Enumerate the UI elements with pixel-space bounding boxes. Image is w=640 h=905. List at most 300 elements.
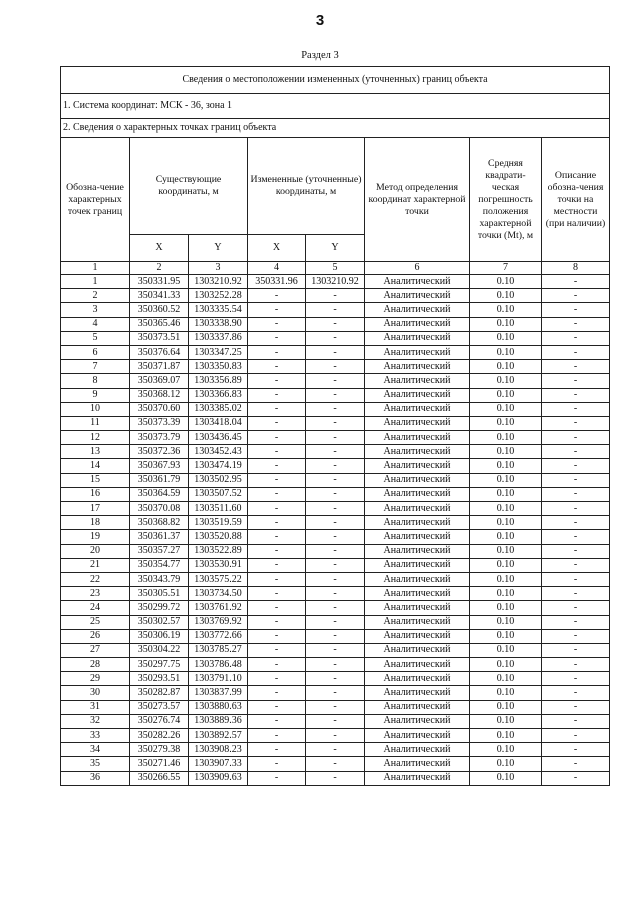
point-id-cell: 20 xyxy=(61,544,130,558)
existing-x-cell: 350360.52 xyxy=(130,303,189,317)
existing-x-cell: 350364.59 xyxy=(130,487,189,501)
existing-x-cell: 350370.60 xyxy=(130,402,189,416)
changed-x-cell: - xyxy=(248,658,306,672)
precision-cell: 0.10 xyxy=(470,729,542,743)
existing-y-cell: 1303892.57 xyxy=(189,729,248,743)
existing-x-cell: 350373.51 xyxy=(130,331,189,345)
changed-y-cell: - xyxy=(306,743,365,757)
precision-cell: 0.10 xyxy=(470,601,542,615)
column-number: 1 xyxy=(61,262,130,275)
existing-y-cell: 1303908.23 xyxy=(189,743,248,757)
existing-x-cell: 350293.51 xyxy=(130,672,189,686)
table-row xyxy=(61,558,610,572)
method-cell: Аналитический xyxy=(365,686,470,700)
changed-x-cell: - xyxy=(248,445,306,459)
column-number: 4 xyxy=(248,262,306,275)
changed-x-cell: - xyxy=(248,615,306,629)
point-id-cell: 28 xyxy=(61,658,130,672)
header-x-changed: X xyxy=(248,235,306,262)
description-cell: - xyxy=(542,757,610,771)
changed-x-cell: - xyxy=(248,601,306,615)
description-cell: - xyxy=(542,643,610,657)
changed-y-cell: - xyxy=(306,672,365,686)
table-title: Сведения о местоположении измененных (уточненных) границ объекта xyxy=(61,67,610,94)
existing-y-cell: 1303530.91 xyxy=(189,558,248,572)
precision-cell: 0.10 xyxy=(470,345,542,359)
existing-x-cell: 350357.27 xyxy=(130,544,189,558)
page-number: 3 xyxy=(315,12,325,29)
method-cell: Аналитический xyxy=(365,672,470,686)
existing-x-cell: 350368.12 xyxy=(130,388,189,402)
table-row xyxy=(61,572,610,586)
point-id-cell: 24 xyxy=(61,601,130,615)
description-cell: - xyxy=(542,459,610,473)
precision-cell: 0.10 xyxy=(470,402,542,416)
changed-x-cell: - xyxy=(248,317,306,331)
existing-y-cell: 1303436.45 xyxy=(189,431,248,445)
description-cell: - xyxy=(542,714,610,728)
existing-y-cell: 1303385.02 xyxy=(189,402,248,416)
method-cell: Аналитический xyxy=(365,558,470,572)
description-cell: - xyxy=(542,502,610,516)
point-id-cell: 29 xyxy=(61,672,130,686)
existing-y-cell: 1303837.99 xyxy=(189,686,248,700)
changed-y-cell: - xyxy=(306,431,365,445)
description-cell: - xyxy=(542,402,610,416)
existing-x-cell: 350299.72 xyxy=(130,601,189,615)
changed-y-cell: - xyxy=(306,686,365,700)
method-cell: Аналитический xyxy=(365,374,470,388)
table-row xyxy=(61,431,610,445)
description-cell: - xyxy=(542,587,610,601)
description-cell: - xyxy=(542,629,610,643)
existing-y-cell: 1303520.88 xyxy=(189,530,248,544)
description-cell: - xyxy=(542,544,610,558)
changed-y-cell: - xyxy=(306,445,365,459)
existing-y-cell: 1303511.60 xyxy=(189,502,248,516)
precision-cell: 0.10 xyxy=(470,473,542,487)
changed-x-cell: 350331.96 xyxy=(248,275,306,289)
method-cell: Аналитический xyxy=(365,572,470,586)
changed-x-cell: - xyxy=(248,516,306,530)
existing-x-cell: 350365.46 xyxy=(130,317,189,331)
existing-x-cell: 350373.79 xyxy=(130,431,189,445)
precision-cell: 0.10 xyxy=(470,743,542,757)
point-id-cell: 30 xyxy=(61,686,130,700)
changed-x-cell: - xyxy=(248,402,306,416)
description-cell: - xyxy=(542,360,610,374)
changed-y-cell: - xyxy=(306,643,365,657)
point-id-cell: 31 xyxy=(61,700,130,714)
boundary-points-table xyxy=(60,66,610,786)
changed-y-cell: - xyxy=(306,516,365,530)
header-precision: Средняя квадрати-ческая погрешность положения характерной точки (Mt), м xyxy=(470,138,542,262)
precision-cell: 0.10 xyxy=(470,317,542,331)
table-row xyxy=(61,672,610,686)
existing-y-cell: 1303761.92 xyxy=(189,601,248,615)
method-cell: Аналитический xyxy=(365,487,470,501)
changed-x-cell: - xyxy=(248,416,306,430)
existing-y-cell: 1303350.83 xyxy=(189,360,248,374)
description-cell: - xyxy=(542,516,610,530)
description-cell: - xyxy=(542,331,610,345)
changed-x-cell: - xyxy=(248,289,306,303)
existing-y-cell: 1303909.63 xyxy=(189,771,248,785)
existing-x-cell: 350271.46 xyxy=(130,757,189,771)
point-id-cell: 26 xyxy=(61,629,130,643)
existing-y-cell: 1303785.27 xyxy=(189,643,248,657)
changed-x-cell: - xyxy=(248,345,306,359)
existing-y-cell: 1303575.22 xyxy=(189,572,248,586)
method-cell: Аналитический xyxy=(365,771,470,785)
changed-x-cell: - xyxy=(248,686,306,700)
changed-x-cell: - xyxy=(248,558,306,572)
description-cell: - xyxy=(542,558,610,572)
description-cell: - xyxy=(542,388,610,402)
method-cell: Аналитический xyxy=(365,502,470,516)
point-id-cell: 19 xyxy=(61,530,130,544)
precision-cell: 0.10 xyxy=(470,289,542,303)
existing-y-cell: 1303418.04 xyxy=(189,416,248,430)
description-cell: - xyxy=(542,445,610,459)
point-id-cell: 16 xyxy=(61,487,130,501)
table-row xyxy=(61,743,610,757)
description-cell: - xyxy=(542,700,610,714)
changed-x-cell: - xyxy=(248,544,306,558)
point-id-cell: 2 xyxy=(61,289,130,303)
existing-y-cell: 1303907.33 xyxy=(189,757,248,771)
method-cell: Аналитический xyxy=(365,587,470,601)
precision-cell: 0.10 xyxy=(470,374,542,388)
description-cell: - xyxy=(542,487,610,501)
existing-y-cell: 1303791.10 xyxy=(189,672,248,686)
method-cell: Аналитический xyxy=(365,729,470,743)
existing-x-cell: 350273.57 xyxy=(130,700,189,714)
changed-y-cell: - xyxy=(306,416,365,430)
column-numbers-row xyxy=(61,262,610,275)
point-id-cell: 7 xyxy=(61,360,130,374)
table-row xyxy=(61,757,610,771)
precision-cell: 0.10 xyxy=(470,629,542,643)
point-id-cell: 21 xyxy=(61,558,130,572)
table-row xyxy=(61,473,610,487)
method-cell: Аналитический xyxy=(365,317,470,331)
point-id-cell: 33 xyxy=(61,729,130,743)
changed-y-cell: - xyxy=(306,317,365,331)
point-id-cell: 6 xyxy=(61,345,130,359)
point-id-cell: 4 xyxy=(61,317,130,331)
table-row xyxy=(61,729,610,743)
table-row xyxy=(61,700,610,714)
existing-x-cell: 350282.87 xyxy=(130,686,189,700)
changed-y-cell: - xyxy=(306,345,365,359)
changed-x-cell: - xyxy=(248,743,306,757)
changed-y-cell: - xyxy=(306,629,365,643)
precision-cell: 0.10 xyxy=(470,516,542,530)
point-id-cell: 9 xyxy=(61,388,130,402)
description-cell: - xyxy=(542,431,610,445)
precision-cell: 0.10 xyxy=(470,388,542,402)
description-cell: - xyxy=(542,303,610,317)
column-number: 7 xyxy=(470,262,542,275)
table-row xyxy=(61,374,610,388)
description-cell: - xyxy=(542,615,610,629)
table-row xyxy=(61,516,610,530)
changed-y-cell: - xyxy=(306,558,365,572)
existing-y-cell: 1303519.59 xyxy=(189,516,248,530)
description-cell: - xyxy=(542,275,610,289)
changed-x-cell: - xyxy=(248,629,306,643)
method-cell: Аналитический xyxy=(365,459,470,473)
changed-y-cell: - xyxy=(306,502,365,516)
description-cell: - xyxy=(542,345,610,359)
method-cell: Аналитический xyxy=(365,629,470,643)
method-cell: Аналитический xyxy=(365,275,470,289)
coordinate-system: 1. Система координат: МСК - 36, зона 1 xyxy=(61,94,610,119)
existing-x-cell: 350371.87 xyxy=(130,360,189,374)
precision-cell: 0.10 xyxy=(470,303,542,317)
changed-x-cell: - xyxy=(248,700,306,714)
precision-cell: 0.10 xyxy=(470,771,542,785)
point-id-cell: 15 xyxy=(61,473,130,487)
changed-y-cell: - xyxy=(306,601,365,615)
precision-cell: 0.10 xyxy=(470,572,542,586)
existing-x-cell: 350341.33 xyxy=(130,289,189,303)
existing-x-cell: 350276.74 xyxy=(130,714,189,728)
description-cell: - xyxy=(542,686,610,700)
existing-x-cell: 350370.08 xyxy=(130,502,189,516)
table-row xyxy=(61,402,610,416)
precision-cell: 0.10 xyxy=(470,672,542,686)
point-id-cell: 32 xyxy=(61,714,130,728)
method-cell: Аналитический xyxy=(365,345,470,359)
table-row xyxy=(61,643,610,657)
method-cell: Аналитический xyxy=(365,445,470,459)
existing-x-cell: 350354.77 xyxy=(130,558,189,572)
table-row xyxy=(61,445,610,459)
changed-x-cell: - xyxy=(248,643,306,657)
precision-cell: 0.10 xyxy=(470,445,542,459)
changed-y-cell: - xyxy=(306,487,365,501)
existing-x-cell: 350266.55 xyxy=(130,771,189,785)
changed-x-cell: - xyxy=(248,572,306,586)
table-row xyxy=(61,587,610,601)
table-row xyxy=(61,502,610,516)
existing-y-cell: 1303452.43 xyxy=(189,445,248,459)
precision-cell: 0.10 xyxy=(470,487,542,501)
table-row xyxy=(61,416,610,430)
description-cell: - xyxy=(542,473,610,487)
changed-y-cell: - xyxy=(306,331,365,345)
existing-y-cell: 1303507.52 xyxy=(189,487,248,501)
description-cell: - xyxy=(542,572,610,586)
point-id-cell: 35 xyxy=(61,757,130,771)
precision-cell: 0.10 xyxy=(470,544,542,558)
method-cell: Аналитический xyxy=(365,544,470,558)
existing-x-cell: 350305.51 xyxy=(130,587,189,601)
existing-y-cell: 1303769.92 xyxy=(189,615,248,629)
description-cell: - xyxy=(542,743,610,757)
table-row xyxy=(61,686,610,700)
existing-y-cell: 1303335.54 xyxy=(189,303,248,317)
existing-y-cell: 1303880.63 xyxy=(189,700,248,714)
method-cell: Аналитический xyxy=(365,714,470,728)
table-row xyxy=(61,345,610,359)
changed-y-cell: - xyxy=(306,402,365,416)
changed-y-cell: - xyxy=(306,757,365,771)
existing-x-cell: 350369.07 xyxy=(130,374,189,388)
precision-cell: 0.10 xyxy=(470,643,542,657)
existing-x-cell: 350368.82 xyxy=(130,516,189,530)
existing-y-cell: 1303522.89 xyxy=(189,544,248,558)
section-title: Раздел 3 xyxy=(301,50,339,61)
table-row xyxy=(61,601,610,615)
points-heading: 2. Сведения о характерных точках границ объекта xyxy=(61,119,610,138)
changed-x-cell: - xyxy=(248,672,306,686)
point-id-cell: 25 xyxy=(61,615,130,629)
point-id-cell: 5 xyxy=(61,331,130,345)
column-number: 8 xyxy=(542,262,610,275)
existing-x-cell: 350361.79 xyxy=(130,473,189,487)
changed-x-cell: - xyxy=(248,360,306,374)
point-id-cell: 17 xyxy=(61,502,130,516)
table-row xyxy=(61,629,610,643)
header-x-existing: X xyxy=(130,235,189,262)
changed-y-cell: - xyxy=(306,374,365,388)
table-row xyxy=(61,658,610,672)
changed-x-cell: - xyxy=(248,388,306,402)
description-cell: - xyxy=(542,672,610,686)
table-row xyxy=(61,289,610,303)
existing-y-cell: 1303337.86 xyxy=(189,331,248,345)
changed-x-cell: - xyxy=(248,530,306,544)
method-cell: Аналитический xyxy=(365,416,470,430)
header-method: Метод определения координат характерной точки xyxy=(365,138,470,262)
method-cell: Аналитический xyxy=(365,658,470,672)
header-changed: Измененные (уточненные) координаты, м xyxy=(248,138,365,235)
precision-cell: 0.10 xyxy=(470,331,542,345)
table-row xyxy=(61,487,610,501)
precision-cell: 0.10 xyxy=(470,587,542,601)
changed-y-cell: - xyxy=(306,360,365,374)
table-row xyxy=(61,615,610,629)
point-id-cell: 36 xyxy=(61,771,130,785)
method-cell: Аналитический xyxy=(365,388,470,402)
point-id-cell: 1 xyxy=(61,275,130,289)
description-cell: - xyxy=(542,771,610,785)
existing-x-cell: 350306.19 xyxy=(130,629,189,643)
existing-x-cell: 350331.95 xyxy=(130,275,189,289)
existing-x-cell: 350302.57 xyxy=(130,615,189,629)
existing-x-cell: 350343.79 xyxy=(130,572,189,586)
changed-y-cell: - xyxy=(306,459,365,473)
existing-x-cell: 350304.22 xyxy=(130,643,189,657)
changed-x-cell: - xyxy=(248,502,306,516)
precision-cell: 0.10 xyxy=(470,686,542,700)
changed-x-cell: - xyxy=(248,729,306,743)
description-cell: - xyxy=(542,530,610,544)
header-designation: Обозна-чение характерных точек границ xyxy=(61,138,130,262)
method-cell: Аналитический xyxy=(365,431,470,445)
precision-cell: 0.10 xyxy=(470,714,542,728)
existing-y-cell: 1303772.66 xyxy=(189,629,248,643)
existing-y-cell: 1303366.83 xyxy=(189,388,248,402)
method-cell: Аналитический xyxy=(365,331,470,345)
changed-y-cell: - xyxy=(306,544,365,558)
point-id-cell: 10 xyxy=(61,402,130,416)
method-cell: Аналитический xyxy=(365,289,470,303)
precision-cell: 0.10 xyxy=(470,502,542,516)
existing-y-cell: 1303338.90 xyxy=(189,317,248,331)
table-row xyxy=(61,771,610,785)
existing-y-cell: 1303502.95 xyxy=(189,473,248,487)
method-cell: Аналитический xyxy=(365,700,470,714)
precision-cell: 0.10 xyxy=(470,700,542,714)
precision-cell: 0.10 xyxy=(470,658,542,672)
description-cell: - xyxy=(542,601,610,615)
changed-x-cell: - xyxy=(248,714,306,728)
precision-cell: 0.10 xyxy=(470,459,542,473)
table-row xyxy=(61,459,610,473)
method-cell: Аналитический xyxy=(365,473,470,487)
precision-cell: 0.10 xyxy=(470,615,542,629)
column-number: 2 xyxy=(130,262,189,275)
table-row xyxy=(61,714,610,728)
header-y-existing: Y xyxy=(189,235,248,262)
description-cell: - xyxy=(542,416,610,430)
method-cell: Аналитический xyxy=(365,757,470,771)
point-id-cell: 3 xyxy=(61,303,130,317)
description-cell: - xyxy=(542,289,610,303)
existing-x-cell: 350373.39 xyxy=(130,416,189,430)
changed-y-cell: - xyxy=(306,587,365,601)
column-number: 5 xyxy=(306,262,365,275)
precision-cell: 0.10 xyxy=(470,360,542,374)
existing-y-cell: 1303347.25 xyxy=(189,345,248,359)
header-y-changed: Y xyxy=(306,235,365,262)
changed-y-cell: - xyxy=(306,700,365,714)
changed-y-cell: - xyxy=(306,729,365,743)
changed-x-cell: - xyxy=(248,374,306,388)
method-cell: Аналитический xyxy=(365,643,470,657)
changed-x-cell: - xyxy=(248,303,306,317)
existing-y-cell: 1303786.48 xyxy=(189,658,248,672)
table-row xyxy=(61,388,610,402)
changed-x-cell: - xyxy=(248,473,306,487)
header-existing: Существующие координаты, м xyxy=(130,138,248,235)
table-row xyxy=(61,544,610,558)
method-cell: Аналитический xyxy=(365,743,470,757)
changed-y-cell: - xyxy=(306,473,365,487)
existing-x-cell: 350297.75 xyxy=(130,658,189,672)
column-number: 3 xyxy=(189,262,248,275)
changed-x-cell: - xyxy=(248,459,306,473)
changed-y-cell: - xyxy=(306,572,365,586)
method-cell: Аналитический xyxy=(365,601,470,615)
method-cell: Аналитический xyxy=(365,615,470,629)
existing-x-cell: 350361.37 xyxy=(130,530,189,544)
table-row xyxy=(61,360,610,374)
method-cell: Аналитический xyxy=(365,303,470,317)
point-id-cell: 27 xyxy=(61,643,130,657)
changed-y-cell: 1303210.92 xyxy=(306,275,365,289)
table-row xyxy=(61,331,610,345)
changed-y-cell: - xyxy=(306,714,365,728)
changed-y-cell: - xyxy=(306,289,365,303)
existing-x-cell: 350282.26 xyxy=(130,729,189,743)
changed-x-cell: - xyxy=(248,771,306,785)
existing-y-cell: 1303734.50 xyxy=(189,587,248,601)
